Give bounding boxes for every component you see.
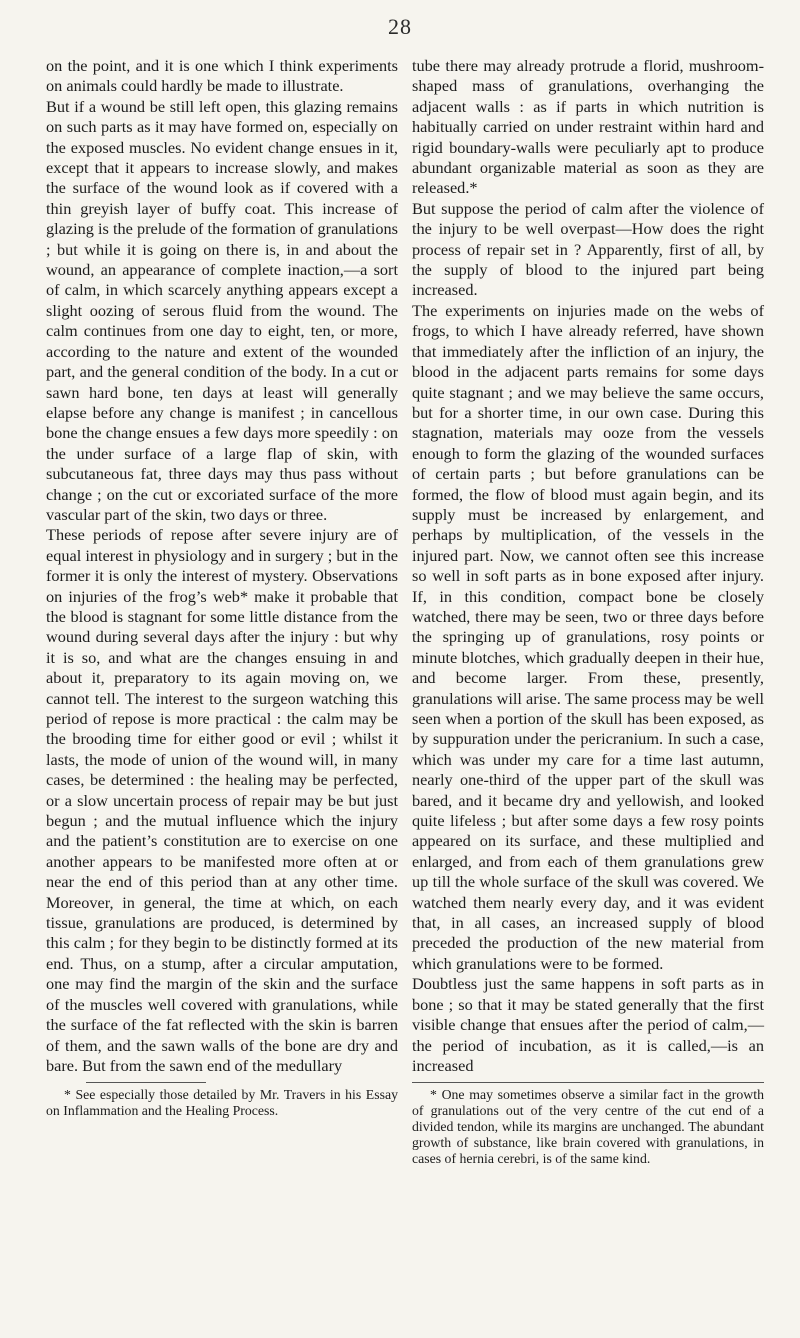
paragraph: Doubtless just the same happens in soft parts as in bone ; so that it may be stated generally that the first visible change that ensues after the period of calm,—the period of incubation, as it is called,—is an increased [412, 974, 764, 1075]
paragraph: But if a wound be still left open, this glazing remains on such parts as it may have formed on, especially on the exposed muscles. No evident change ensues in it, except that it appears to increase slowly, and makes the surface of the wound look as if covered with a thin greyish layer of buffy coat. This increase of glazing is the prelude of the formation of granulations ; but while it is going on there is, in and about the wound, an appearance of complete inaction,—a sort of calm, in which scarcely anything appears except a slight oozing of serous fluid from the wound. The calm continues from one day to eight, ten, or more, according to the nature and extent of the wounded part, and the general condition of the body. In a cut or sawn hard bone, ten days at least will generally elapse before any change is manifest ; in cancellous bone the change ensues a few days more speedily : on the under surface of a large flap of skin, with subcutaneous fat, three days may thus pass without change ; on the cut or excoriated surface of the more vascular part of the skin, two days or three. [46, 96, 398, 524]
left-column [46, 56, 398, 1119]
footnote-rule [412, 1082, 764, 1083]
page-number: 28 [388, 14, 412, 39]
right-column [412, 56, 764, 1166]
footnote: * See especially those detailed by Mr. Travers in his Essay on Inflammation and the Healing Process. [46, 1087, 398, 1119]
paragraph: on the point, and it is one which I think experiments on animals could hardly be made to illustrate. [46, 56, 398, 96]
paragraph: The experiments on injuries made on the webs of frogs, to which I have already referred, have shown that immediately after the infliction of an injury, the blood in the adjacent parts remains for some days quite stagnant ; and we may believe the same occurs, but for a shorter time, in our own case. During this stagnation, materials may ooze from the vessels enough to form the glazing of the wounded surfaces of certain parts ; but before granulations can be formed, the flow of blood must again begin, and its supply must be increased by enlargement, and perhaps by multiplication, of the vessels in the injured part. Now, we cannot often see this increase so well in soft parts as in bone exposed after injury. If, in this condition, compact bone be closely watched, there may be seen, two or three days before the springing up of granulations, rosy points or minute blotches, which gradually deepen in their hue, and become larger. From these, presently, granulations will arise. The same process may be well seen when a portion of the skull has been exposed, as by suppuration under the pericranium. In such a case, which was under my care for a time last autumn, nearly one-third of the upper part of the skull was bared, and it became dry and yellowish, and looked quite lifeless ; but after some days a few rosy points appeared on its surface, and these multiplied and enlarged, and from each of them granulations grew up till the whole surface of the skull was covered. We watched them nearly every day, and it was evident that, in all cases, an increased supply of blood preceded the production of the new material from which granulations were to be formed. [412, 300, 764, 973]
paragraph: But suppose the period of calm after the violence of the injury to be well overpast—How does the right process of repair set in ? Apparently, first of all, by the supply of blood to the injured part being increased. [412, 198, 764, 300]
footnote: * One may sometimes observe a similar fact in the growth of granulations out of the very centre of the cut end of a divided tendon, while its margins are unchanged. The abundant growth of substance, like brain covered with granulations, in cases of hernia cerebri, is of the same kind. [412, 1087, 764, 1166]
paragraph: tube there may already protrude a florid, mushroom-shaped mass of granulations, overhanging the adjacent walls : as if parts in which nutrition is habitually carried on under restraint within hard and rigid boundary-walls were peculiarly apt to produce abundant organizable material as soon as they are released.* [412, 56, 764, 198]
paragraph: These periods of repose after severe injury are of equal interest in physiology and in surgery ; but in the former it is only the interest of mystery. Observations on injuries of the frog’s web* make it probable that the blood is stagnant for some little distance from the wound during several days after the injury : but why it is so, and what are the changes ensuing in and about it, preparatory to its again moving on, we cannot tell. The interest to the surgeon watching this period of repose is more practical : the calm may be the brooding time for either good or evil ; whilst it lasts, the mode of union of the wound will, in many cases, be determined : the healing may be perfected, or a slow uncertain process of repair may be but just begun ; and the mutual influence which the injury and the patient’s constitution are to exercise on one another appears to be manifested more often at or near the end of this period than at any other time. Moreover, in general, the time at which, on each tissue, granulations are produced, is determined by this calm ; for they begin to be distinctly formed at its end. Thus, on a stump, after a circular amputation, one may find the margin of the skin and the surface of the muscles well covered with granulations, while the surface of the fat reflected with the skin is barren of them, and the sawn walls of the bone are dry and bare. But from the sawn end of the medullary [46, 525, 398, 1075]
footnote-rule [86, 1082, 206, 1083]
